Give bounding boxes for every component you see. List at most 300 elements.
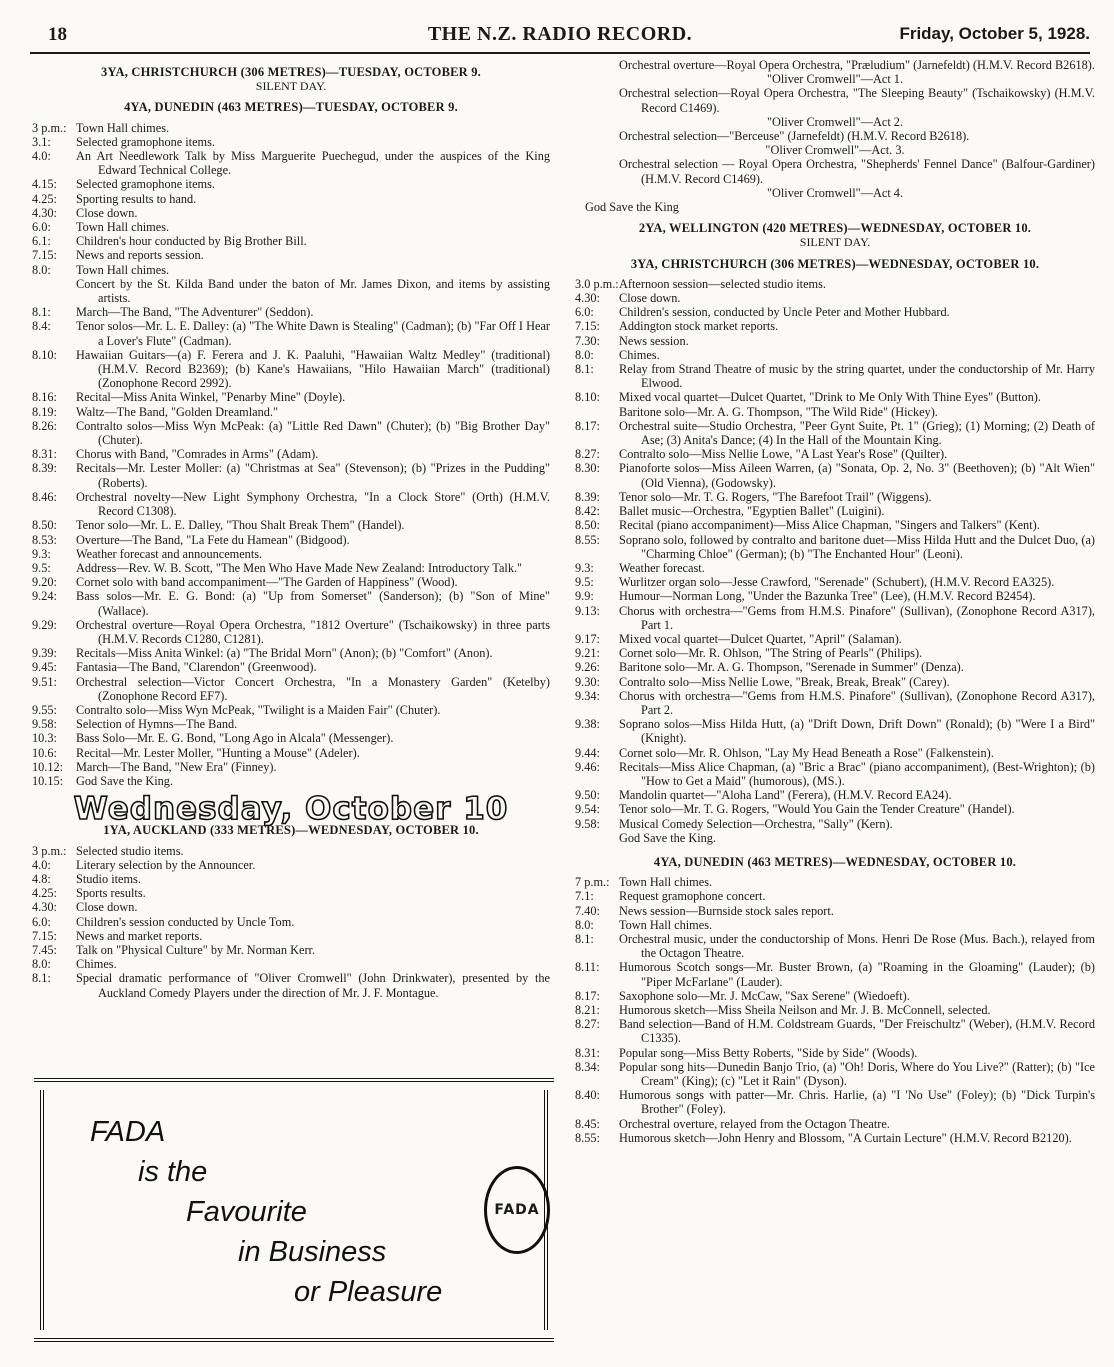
item-description: March—The Band, "New Era" (Finney). <box>76 759 277 774</box>
programme-item <box>575 632 1095 646</box>
item-time: 10.3: <box>32 731 57 746</box>
item-time: 9.46: <box>575 759 600 774</box>
programme-item <box>575 960 1095 988</box>
item-time: 8.45: <box>575 1116 600 1131</box>
left-column <box>32 58 550 1000</box>
item-description: Mixed vocal quartet—Dulcet Quartet, "April" (Salaman). <box>619 631 902 646</box>
item-description: Recitals—Miss Anita Winkel: (a) "The Bridal Morn" (Anon); (b) "Comfort" (Anon). <box>76 646 493 661</box>
item-time: 9.17: <box>575 631 600 646</box>
programme-item <box>575 1117 1095 1131</box>
item-description: Orchestral music, under the conductorship of Mons. Henri De Rose (Mus. Bach.), relayed from the Octagon Theatre. <box>619 931 1095 961</box>
item-description: Cornet solo with band accompaniment—"The Garden of Happiness" (Wood). <box>76 575 458 590</box>
item-description: Tenor solos—Mr. L. E. Dalley: (a) "The White Dawn is Stealing" (Cadman); (b) "Far Off I Hear a Lover's Flute" (Cadman). <box>76 319 550 348</box>
item-time: 8.4: <box>32 319 51 334</box>
item-time: 8.31: <box>32 447 57 462</box>
programme-item <box>575 904 1095 918</box>
item-description: March—The Band, "The Adventurer" (Seddon). <box>76 305 314 320</box>
item-description: Addington stock market reports. <box>619 319 779 334</box>
item-description: Town Hall chimes. <box>76 262 170 277</box>
item-description: Contralto solo—Miss Nellie Lowe, "A Last Year's Rose" (Quilter). <box>619 447 948 462</box>
item-description: Chimes. <box>619 347 660 362</box>
programme-item <box>575 362 1095 390</box>
programme-item <box>575 1131 1095 1145</box>
item-time: 8.50: <box>575 518 600 533</box>
item-description: Weather forecast. <box>619 560 705 575</box>
item-time: 9.3: <box>32 546 51 561</box>
item-time: 7.30: <box>575 333 600 348</box>
programme-list <box>575 875 1095 1145</box>
item-description: Orchestral overture, relayed from the Octagon Theatre. <box>619 1116 890 1131</box>
ad-line: is the <box>138 1156 208 1188</box>
programme-item <box>575 575 1095 589</box>
item-time: 3 p.m.: <box>32 120 67 135</box>
item-time: 7.40: <box>575 903 600 918</box>
section-heading: 2YA, WELLINGTON (420 METRES)—WEDNESDAY, OCTOBER 10. <box>638 221 1032 236</box>
item-description: Town Hall chimes. <box>619 875 713 890</box>
publication-title: THE N.Z. RADIO RECORD. <box>427 23 693 45</box>
programme-item <box>32 149 550 177</box>
item-time: 9.26: <box>575 660 600 675</box>
item-time: 8.10: <box>575 390 600 405</box>
programme-item <box>575 1017 1095 1045</box>
programme-item <box>575 405 1095 419</box>
item-time <box>575 129 619 143</box>
programme-continuation <box>575 58 1095 214</box>
issue-date: Friday, October 5, 1928. <box>899 24 1090 43</box>
item-time <box>575 157 619 185</box>
item-time: 4.25: <box>32 191 57 206</box>
item-time: 10.12: <box>32 759 64 774</box>
programme-item <box>32 177 550 191</box>
ad-line: or Pleasure <box>294 1276 443 1308</box>
item-description: Contralto solo—Miss Wyn McPeak, "Twilight is a Maiden Fair" (Chuter). <box>76 702 441 717</box>
item-time: 9.58: <box>32 717 57 732</box>
item-description: Saxophone solo—Mr. J. McCaw, "Sax Serene" (Wiedoeft). <box>619 988 910 1003</box>
item-time: 8.39: <box>575 489 600 504</box>
item-time <box>575 831 619 845</box>
programme-item <box>32 760 550 774</box>
item-description: Recitals—Miss Alice Chapman, (a) "Bric a Brac" (piano accompaniment), (Best-Wrighton); (b) "How to Get a Maid" (humorous), (MS.). <box>619 759 1095 788</box>
programme-item <box>575 291 1095 305</box>
item-description: Contralto solos—Miss Wyn McPeak: (a) "Little Red Dawn" (Chuter); (b) "Big Brother Day" (Chuter). <box>76 418 550 448</box>
programme-item <box>32 774 550 788</box>
programme-item <box>575 1060 1095 1088</box>
programme-item <box>575 129 1095 143</box>
act-marker: "Oliver Cromwell"—Act. 3. <box>765 143 905 158</box>
item-description: Studio items. <box>76 871 141 886</box>
item-time: 4.30: <box>32 900 57 915</box>
item-time: 9.39: <box>32 646 57 661</box>
programme-item <box>575 518 1095 532</box>
item-time: 8.17: <box>575 418 600 433</box>
programme-item <box>32 957 550 971</box>
item-description: Orchestral overture—Royal Opera Orchestra, "Præludium" (Jarnefeldt) (H.M.V. Record B2618). <box>619 58 1095 72</box>
item-time: 7 p.m.: <box>575 875 610 890</box>
item-description: Orchestral selection—Victor Concert Orchestra, "In a Monastery Garden" (Ketelby) (Zonophone Record EF7). <box>76 674 550 703</box>
item-description: Address—Rev. W. B. Scott, "The Men Who Have Made New Zealand: Introductory Talk." <box>76 560 523 575</box>
item-description: An Art Needlework Talk by Miss Marguerite Puechegud, under the auspices of the King Edward Technical College. <box>76 149 550 178</box>
item-time: 9.3: <box>575 560 594 575</box>
item-time <box>575 58 619 72</box>
item-description: Humorous Scotch songs—Mr. Buster Brown, (a) "Roaming in the Gloaming" (Lauder); (b) "Piper McFarlane" (Lauder). <box>619 960 1095 989</box>
item-description: Recital (piano accompaniment)—Miss Alice Chapman, "Singers and Talkers" (Kent). <box>619 518 1040 533</box>
item-description: Orchestral selection — Royal Opera Orchestra, "Shepherds' Fennel Dance" (Balfour-Gardiner) (H.M.V. Record C1469). <box>619 157 1095 186</box>
act-marker: "Oliver Cromwell"—Act 2. <box>766 114 904 129</box>
item-time: 4.30: <box>575 291 600 306</box>
item-time: 9.13: <box>575 603 600 618</box>
programme-item <box>575 58 1095 72</box>
item-time: 3 p.m.: <box>32 843 67 858</box>
item-description: Relay from Strand Theatre of music by the string quartet, under the conductorship of Mr. Harry Elwood. <box>619 362 1095 391</box>
item-description: Soprano solo, followed by contralto and baritone duet—Miss Hilda Hutt and the Dulcet Duo, (a) "Charming Chloe" (German); (b) "The Enchanted Hour" (Leoni). <box>619 532 1095 561</box>
item-time: 7.15: <box>32 928 57 943</box>
programme-item <box>575 604 1095 632</box>
programme-list <box>575 277 1095 845</box>
programme-list <box>32 844 550 1000</box>
item-description: Contralto solo—Miss Nellie Lowe, "Break, Break, Break" (Carey). <box>619 674 950 689</box>
item-description: Recitals—Mr. Lester Moller: (a) "Christmas at Sea" (Stevenson); (b) "Prizes in the Pudding" (Roberts). <box>76 461 550 490</box>
programme-item <box>575 348 1095 362</box>
programme-item <box>575 831 1095 845</box>
item-time: 9.55: <box>32 702 57 717</box>
item-time: 4.0: <box>32 149 51 164</box>
item-description: Baritone solo—Mr. A. G. Thompson, "Serenade in Summer" (Denza). <box>619 660 964 675</box>
item-time <box>32 277 76 305</box>
item-time: 8.27: <box>575 1017 600 1032</box>
programme-item <box>32 234 550 248</box>
programme-item <box>32 405 550 419</box>
item-time: 8.0: <box>32 957 51 972</box>
section-heading: 3YA, CHRISTCHURCH (306 METRES)—WEDNESDAY, OCTOBER 10. <box>630 256 1040 271</box>
item-description: Orchestral novelty—New Light Symphony Orchestra, "In a Clock Store" (Orth) (H.M.V. Record C1308). <box>76 489 550 519</box>
item-description: Literary selection by the Announcer. <box>76 857 256 872</box>
item-time: 7.15: <box>575 319 600 334</box>
item-time: 8.16: <box>32 390 57 405</box>
item-time: 8.21: <box>575 1003 600 1017</box>
programme-item <box>575 334 1095 348</box>
item-time: 9.29: <box>32 617 57 632</box>
programme-item <box>575 746 1095 760</box>
item-description: Chorus with orchestra—"Gems from H.M.S. Pinafore" (Sullivan), (Zonophone Record A317), Part 2. <box>619 688 1095 717</box>
section-heading: 4YA, DUNEDIN (463 METRES)—WEDNESDAY, OCTOBER 10. <box>653 854 1017 869</box>
item-time: 8.39: <box>32 461 57 476</box>
programme-item <box>575 157 1095 185</box>
item-time: 3.1: <box>32 134 51 149</box>
programme-item <box>32 192 550 206</box>
item-time: 4.15: <box>32 177 57 192</box>
item-description: Baritone solo—Mr. A. G. Thompson, "The Wild Ride" (Hickey). <box>619 404 938 419</box>
item-description: Mixed vocal quartet—Dulcet Quartet, "Drink to Me Only With Thine Eyes" (Button). <box>619 390 1041 405</box>
item-time: 8.34: <box>575 1059 600 1074</box>
ad-line: in Business <box>238 1236 387 1268</box>
fada-advertisement <box>34 1078 554 1342</box>
item-description: Town Hall chimes. <box>76 120 170 135</box>
programme-item <box>32 277 550 305</box>
item-description: Sports results. <box>76 886 146 901</box>
programme-item <box>32 561 550 575</box>
programme-item <box>575 447 1095 461</box>
item-time: 10.15: <box>32 773 64 788</box>
item-description: Humorous sketch—Miss Sheila Neilson and Mr. J. B. McConnell, selected. <box>619 1003 991 1017</box>
programme-item <box>32 675 550 703</box>
programme-item <box>32 220 550 234</box>
item-time: 9.5: <box>32 560 51 575</box>
item-description: Mandolin quartet—"Aloha Land" (Ferera), (H.M.V. Record EA24). <box>619 788 952 803</box>
programme-item <box>575 989 1095 1003</box>
item-description: Sporting results to hand. <box>76 191 197 206</box>
section-heading: 3YA, CHRISTCHURCH (306 METRES)—TUESDAY, OCTOBER 9. <box>101 65 481 79</box>
item-time: 7.1: <box>575 889 594 904</box>
item-description: Waltz—The Band, "Golden Dreamland." <box>76 404 278 419</box>
item-time: 8.1: <box>32 971 51 986</box>
item-time: 8.17: <box>575 988 600 1003</box>
item-description: Tenor solo—Mr. T. G. Rogers, "The Barefoot Trail" (Wiggens). <box>619 489 932 504</box>
programme-item <box>575 689 1095 717</box>
item-description: Selected gramophone items. <box>76 134 215 149</box>
item-description: Fantasia—The Band, "Clarendon" (Greenwood). <box>76 660 317 675</box>
programme-item <box>32 886 550 900</box>
item-time: 4.8: <box>32 871 51 886</box>
item-description: God Save the King. <box>76 773 173 788</box>
programme-item <box>32 703 550 717</box>
programme-item <box>32 419 550 447</box>
page-number: 18 <box>48 24 67 45</box>
item-description: Orchestral selection—Royal Opera Orchestra, "The Sleeping Beauty" (Tschaikowsky) (H.M.V. Record C1469). <box>619 86 1095 115</box>
item-time: 6.0: <box>32 220 51 235</box>
item-description: Cornet solo—Mr. R. Ohlson, "The String of Pearls" (Philips). <box>619 646 923 661</box>
programme-item <box>32 915 550 929</box>
day-heading: Wednesday, October 10 <box>73 791 509 828</box>
item-description: Concert by the St. Kilda Band under the baton of Mr. James Dixon, and items by assisting artists. <box>76 276 550 306</box>
item-description: Humour—Norman Long, "Under the Bazunka Tree" (Lee), (H.M.V. Record B2454). <box>619 589 1036 604</box>
item-description: Orchestral suite—Studio Orchestra, "Peer Gynt Suite, Pt. 1" (Grieg); (1) Morning; (2) Death of Ase; (3) Anita's Dance; (4) In the Hall of the Mountain King. <box>619 418 1095 448</box>
programme-item <box>32 971 550 999</box>
item-description: Tenor solo—Mr. T. G. Rogers, "Would You Gain the Tender Creature" (Handel). <box>619 802 1015 817</box>
item-time: 4.30: <box>32 205 57 220</box>
item-description: Hawaiian Guitars—(a) F. Ferera and J. K. Paaluhi, "Hawaiian Waltz Medley" (traditional) (H.M.V. Record B2369); (b) Kane's Hawaiians, "Hilo Hawaiian March" (traditional) (Zonophone Record 2992). <box>76 347 550 391</box>
programme-item <box>32 900 550 914</box>
programme-item <box>32 518 550 532</box>
fada-logo-icon: FADA <box>484 1166 550 1254</box>
item-time: 9.34: <box>575 688 600 703</box>
item-description: Tenor solo—Mr. L. E. Dalley, "Thou Shalt Break Them" (Handel). <box>76 518 405 533</box>
item-time: 8.1: <box>575 362 594 377</box>
item-description: Children's session, conducted by Uncle Peter and Mother Hubbard. <box>619 305 950 320</box>
item-time: 8.53: <box>32 532 57 547</box>
item-description: Close down. <box>76 205 138 220</box>
section-subheading: SILENT DAY. <box>255 79 327 94</box>
item-description: Recital—Miss Anita Winkel, "Penarby Mine" (Doyle). <box>76 390 346 405</box>
item-description: Special dramatic performance of "Oliver Cromwell" (John Drinkwater), presented by the Auckland Comedy Players under the direction of Mr. J. F. Montague. <box>76 971 550 1000</box>
programme-item <box>575 305 1095 319</box>
item-time: 6.0: <box>32 914 51 929</box>
programme-item <box>32 858 550 872</box>
programme-item <box>575 419 1095 447</box>
programme-item <box>32 447 550 461</box>
item-time: 8.1: <box>575 931 594 946</box>
item-time: 8.1: <box>32 305 51 320</box>
item-description: Selected studio items. <box>76 843 184 858</box>
programme-item <box>575 788 1095 802</box>
item-description: Popular song—Miss Betty Roberts, "Side by Side" (Woods). <box>619 1045 918 1060</box>
item-time: 9.54: <box>575 802 600 817</box>
programme-item <box>32 929 550 943</box>
programme-item <box>32 646 550 660</box>
item-time: 7.15: <box>32 248 57 263</box>
programme-item <box>32 490 550 518</box>
item-time: 8.55: <box>575 532 600 547</box>
item-description: Ballet music—Orchestra, "Egyptien Ballet" (Luigini). <box>619 504 885 519</box>
item-time: 9.50: <box>575 788 600 803</box>
programme-item <box>32 746 550 760</box>
item-time: 9.20: <box>32 575 57 590</box>
item-time: 9.51: <box>32 674 57 689</box>
item-description: Recital—Mr. Lester Moller, "Hunting a Mouse" (Adeler). <box>76 745 360 760</box>
right-column <box>575 58 1095 1145</box>
item-description: News and market reports. <box>76 928 203 943</box>
programme-item <box>32 248 550 262</box>
item-time: 9.45: <box>32 660 57 675</box>
programme-item <box>575 1003 1095 1017</box>
programme-item <box>32 589 550 617</box>
programme-item <box>32 943 550 957</box>
programme-item <box>575 1046 1095 1060</box>
programme-item <box>575 646 1095 660</box>
item-description: News session. <box>619 333 689 348</box>
programme-item <box>575 86 1095 114</box>
item-description: Soprano solos—Miss Hilda Hutt, (a) "Drift Down, Drift Down" (Ronald); (b) "Were I a Bird" (Knight). <box>619 717 1095 746</box>
item-time: 9.44: <box>575 745 600 760</box>
item-description: Weather forecast and announcements. <box>76 546 263 561</box>
item-time: 8.10: <box>32 347 57 362</box>
item-time: 9.21: <box>575 646 600 661</box>
item-time <box>575 86 619 114</box>
item-description: Humorous sketch—John Henry and Blossom, "A Curtain Lecture" (H.M.V. Record B2120). <box>619 1130 1072 1145</box>
item-description: Town Hall chimes. <box>76 220 170 235</box>
item-time: 8.42: <box>575 504 600 519</box>
programme-item <box>32 575 550 589</box>
programme-item <box>575 561 1095 575</box>
programme-item <box>575 277 1095 291</box>
item-description: Chorus with Band, "Comrades in Arms" (Adam). <box>76 447 319 462</box>
programme-item <box>575 504 1095 518</box>
programme-item <box>575 717 1095 745</box>
item-time: 6.0: <box>575 305 594 320</box>
item-description: Chorus with orchestra—"Gems from H.M.S. Pinafore" (Sullivan), (Zonophone Record A317), Part 1. <box>619 603 1095 632</box>
programme-item <box>575 660 1095 674</box>
programme-item <box>575 1088 1095 1116</box>
item-time: 8.31: <box>575 1045 600 1060</box>
item-time: 8.0: <box>575 347 594 362</box>
masthead <box>30 18 1090 54</box>
item-time: 9.9: <box>575 589 594 604</box>
item-time: 8.19: <box>32 404 57 419</box>
ad-line: Favourite <box>186 1196 307 1228</box>
item-description: Close down. <box>76 900 138 915</box>
item-time: 9.38: <box>575 717 600 732</box>
item-time <box>575 405 619 419</box>
item-description: Children's session conducted by Uncle Tom. <box>76 914 295 929</box>
item-description: Afternoon session—selected studio items. <box>619 276 826 291</box>
ad-line: FADA <box>90 1116 166 1148</box>
item-time: 9.30: <box>575 674 600 689</box>
item-time: 8.40: <box>575 1088 600 1103</box>
programme-item <box>575 461 1095 489</box>
item-time: 8.26: <box>32 418 57 433</box>
item-description: Popular song hits—Dunedin Banjo Trio, (a) "Oh! Doris, Where do You Live?" (Ratter); (b) "Ice Cream" (King); (c) "Let it Rain" (Dyson). <box>619 1059 1095 1089</box>
item-description: Talk on "Physical Culture" by Mr. Norman Kerr. <box>76 942 316 957</box>
programme-item <box>575 817 1095 831</box>
item-time: 9.24: <box>32 589 57 604</box>
item-time: 8.55: <box>575 1130 600 1145</box>
programme-item <box>32 533 550 547</box>
item-description: Overture—The Band, "La Fete du Hamean" (Bidgood). <box>76 532 350 547</box>
programme-item <box>575 875 1095 889</box>
item-description: Selection of Hymns—The Band. <box>76 717 238 732</box>
programme-item <box>575 589 1095 603</box>
programme-item <box>32 547 550 561</box>
programme-item <box>32 348 550 391</box>
programme-item <box>32 717 550 731</box>
programme-item <box>575 533 1095 561</box>
item-time: 10.6: <box>32 745 57 760</box>
section-heading: 4YA, DUNEDIN (463 METRES)—TUESDAY, OCTOBER 9. <box>124 100 458 115</box>
programme-item <box>575 889 1095 903</box>
item-description: Cornet solo—Mr. R. Ohlson, "Lay My Head Beneath a Rose" (Falkenstein). <box>619 745 994 760</box>
item-description: Close down. <box>619 291 681 306</box>
programme-item <box>575 490 1095 504</box>
item-description: Bass solos—Mr. E. G. Bond: (a) "Up from Somerset" (Sanderson); (b) "Son of Mine" (Wallace). <box>76 589 550 618</box>
item-description: Bass Solo—Mr. E. G. Bond, "Long Ago in Alcala" (Messenger). <box>76 731 394 746</box>
item-description: God Save the King. <box>619 830 716 845</box>
item-description: Selected gramophone items. <box>76 177 215 192</box>
programme-item <box>32 319 550 347</box>
programme-item <box>575 319 1095 333</box>
item-description: Humorous songs with patter—Mr. Chris. Harlie, (a) "I 'No Use" (Foley); (b) "Dick Turpin's Brother" (Foley). <box>619 1088 1095 1117</box>
programme-item <box>575 760 1095 788</box>
programme-item <box>32 135 550 149</box>
item-time: 8.0: <box>32 262 51 277</box>
item-description: Town Hall chimes. <box>619 917 713 932</box>
act-marker: "Oliver Cromwell"—Act 1. <box>766 72 904 87</box>
item-time: 7.45: <box>32 942 57 957</box>
programme-item <box>32 263 550 277</box>
programme-item <box>32 731 550 745</box>
item-description: Orchestral overture—Royal Opera Orchestra, "1812 Overture" (Tschaikowsky) in three parts (H.M.V. Records C1280, C1281). <box>76 617 550 646</box>
item-time: 4.0: <box>32 857 51 872</box>
programme-item <box>32 121 550 135</box>
item-description: News session—Burnside stock sales report. <box>619 903 834 918</box>
item-time: 9.5: <box>575 575 594 590</box>
programme-item <box>32 461 550 489</box>
item-time: 6.1: <box>32 234 51 249</box>
item-time: 8.11: <box>575 960 600 975</box>
item-description: Band selection—Band of H.M. Coldstream Guards, "Der Freischultz" (Weber), (H.M.V. Record C1335). <box>619 1017 1095 1046</box>
item-time: 3.0 p.m.: <box>575 276 619 291</box>
section-subheading: SILENT DAY. <box>799 235 871 250</box>
closing-line: God Save the King <box>585 200 679 215</box>
item-description: Request gramophone concert. <box>619 889 766 904</box>
programme-item <box>32 844 550 858</box>
programme-item <box>575 932 1095 960</box>
item-time: 8.30: <box>575 461 600 476</box>
programme-item <box>32 305 550 319</box>
item-description: Pianoforte solos—Miss Aileen Warren, (a) "Sonata, Op. 2, No. 3" (Beethoven); (b) "Alt Wien" (Old Vienna), (Godowsky). <box>619 461 1095 490</box>
item-description: News and reports session. <box>76 248 204 263</box>
item-description: Musical Comedy Selection—Orchestra, "Sally" (Kern). <box>619 816 893 831</box>
programme-item <box>575 675 1095 689</box>
item-time: 9.58: <box>575 816 600 831</box>
